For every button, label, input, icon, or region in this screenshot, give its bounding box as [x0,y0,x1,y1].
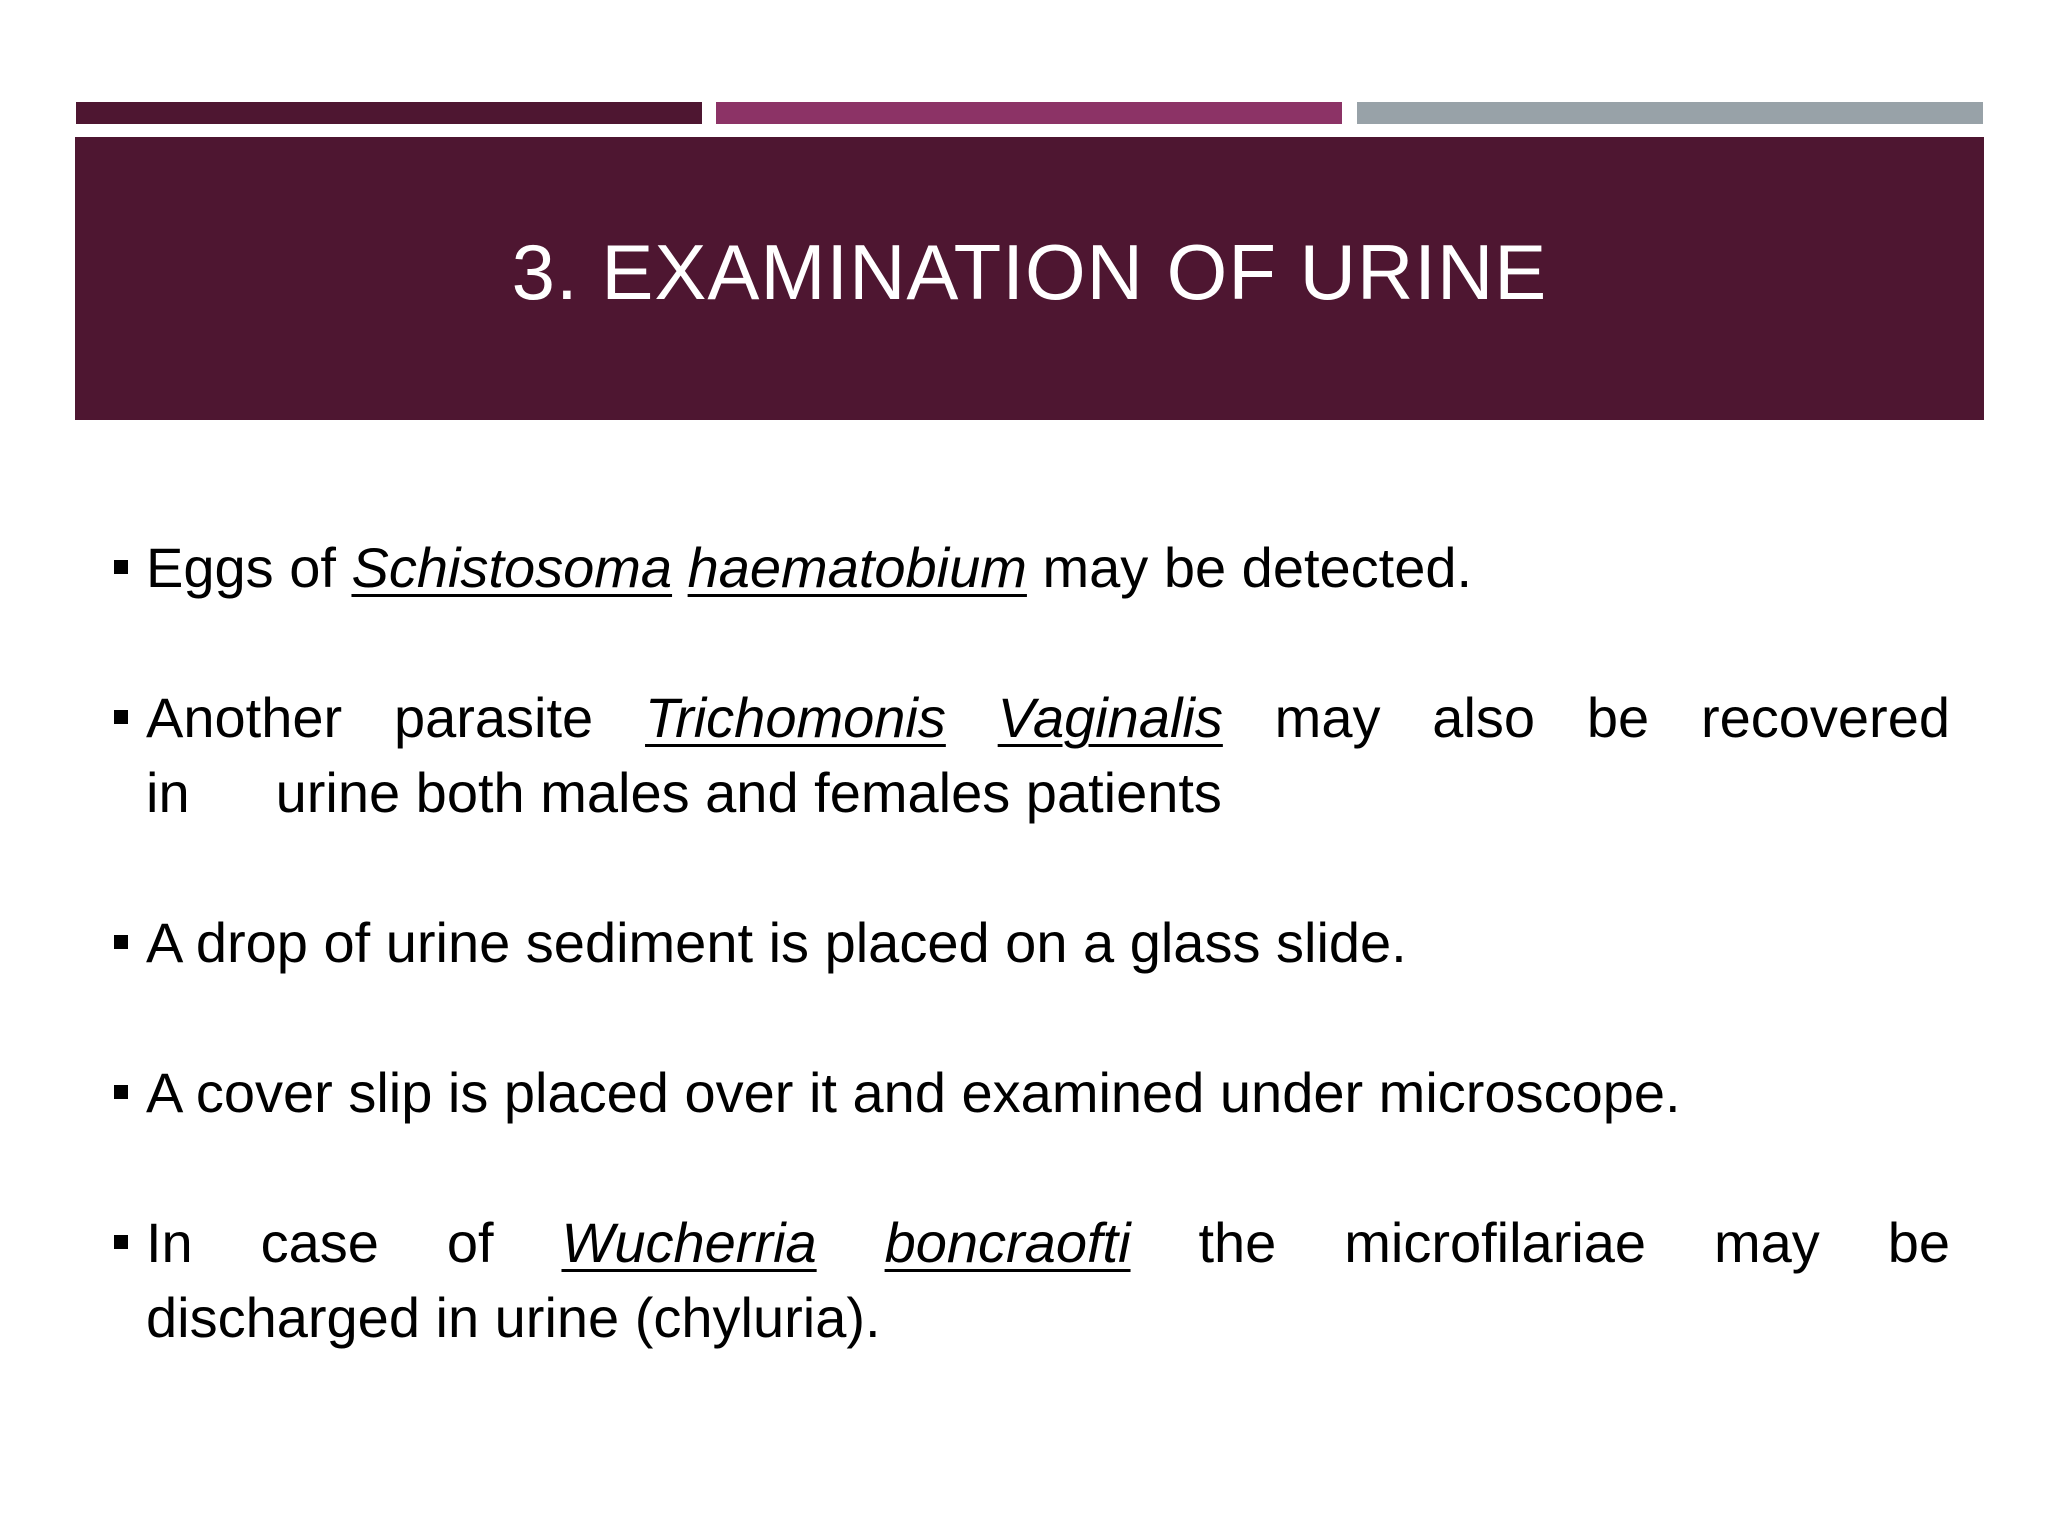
bullet-text: A drop of urine sediment is placed on a glass slide. [146,911,1407,974]
square-bullet-icon [114,710,128,724]
bullet-item [110,530,1950,605]
bullet-line [146,680,1950,755]
bullet-list [110,530,1950,1430]
species-genus: Schistosoma [351,536,673,599]
species-genus: Trichomonis [645,686,946,749]
bullet-line [146,1205,1950,1280]
bullet-line [146,755,1950,830]
bullet-text: Another parasite [146,686,646,749]
bullet-text: urine both males and females patients [275,761,1222,824]
slide-title: 3. EXAMINATION OF URINE [511,228,1548,316]
bullet-text: In case of [146,1211,562,1274]
bullet-text: may be detected. [1026,536,1473,599]
bullet-text: Eggs of [146,536,352,599]
bullet-item [110,905,1950,980]
bullet-line: discharged in urine (chyluria). [146,1286,881,1349]
species-name: haematobium [687,536,1027,599]
square-bullet-icon [114,1085,128,1099]
bullet-text: in [146,761,190,824]
bullet-item [110,680,1950,830]
bullet-text: A cover slip is placed over it and examined under microscope. [146,1061,1681,1124]
square-bullet-icon [114,1235,128,1249]
bullet-text: the microfilariae may be [1130,1211,1951,1274]
accent-bar-magenta [716,102,1342,124]
species-name: boncraofti [884,1211,1131,1274]
title-band [75,137,1984,420]
bullet-item [110,1055,1950,1130]
bullet-text: may also be recovered [1222,686,1950,749]
square-bullet-icon [114,935,128,949]
square-bullet-icon [114,560,128,574]
bullet-item [110,1205,1950,1355]
species-name: Vaginalis [997,686,1223,749]
accent-bar-gray [1357,102,1983,124]
species-genus: Wucherria [561,1211,817,1274]
accent-bar-dark [76,102,702,124]
